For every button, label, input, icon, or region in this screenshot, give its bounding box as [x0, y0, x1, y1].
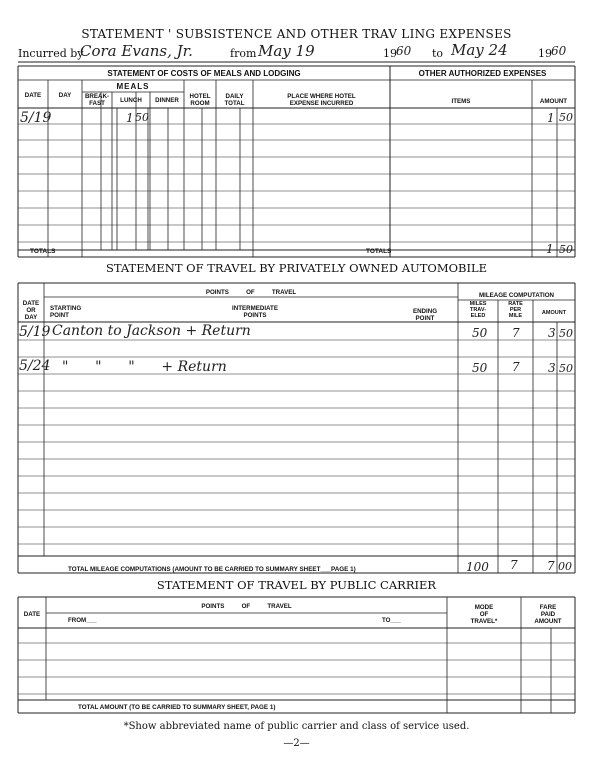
year-hand-1: 60	[396, 44, 412, 58]
incurred-by-label: Incurred by	[18, 47, 84, 60]
auto-row-2-route: " " " + Return	[62, 359, 227, 375]
other-section-title: OTHER AUTHORIZED EXPENSES	[418, 69, 547, 78]
auto-points-label: POINTS OF TRAVEL	[205, 289, 297, 296]
auto-col-starting: STARTING POINT	[50, 305, 82, 319]
meals-label: MEALS	[116, 82, 150, 91]
auto-col-amount: AMOUNT	[541, 310, 567, 316]
meals-row-lunch-dollars: 1	[126, 111, 134, 125]
auto-row-1-date: 5/19	[19, 324, 51, 340]
carrier-section-title: STATEMENT OF TRAVEL BY PUBLIC CARRIER	[156, 578, 437, 592]
carrier-col-mode: MODE OF TRAVEL*	[470, 604, 498, 625]
auto-col-ending: ENDING POINT	[412, 308, 438, 322]
incurred-by-value: Cora Evans, Jr.	[80, 42, 193, 60]
col-items: ITEMS	[451, 98, 471, 105]
auto-total-cents: 00	[558, 560, 572, 573]
carrier-rows	[18, 643, 575, 700]
from-label: from	[230, 47, 257, 60]
auto-row-1-amt-cents: 50	[559, 327, 573, 340]
other-total-dollars: 1	[546, 242, 554, 256]
meals-section-title: STATEMENT OF COSTS OF MEALS AND LODGING	[107, 69, 301, 78]
col-date: DATE	[24, 92, 42, 99]
meals-rows	[18, 124, 575, 250]
auto-col-miles: MILES TRAV- ELED	[469, 301, 487, 319]
auto-row-1-route: Canton to Jackson + Return	[52, 323, 251, 339]
to-value: May 24	[451, 41, 508, 59]
auto-total-rate: 7	[510, 558, 518, 572]
col-lunch: LUNCH	[120, 97, 142, 104]
carrier-to-label: TO___	[382, 617, 401, 624]
auto-row-2-amt-dollars: 3	[548, 361, 556, 375]
other-row-amount-cents: 50	[559, 111, 573, 124]
col-dinner: DINNER	[155, 97, 179, 104]
carrier-from-label: FROM___	[68, 617, 97, 624]
auto-total-miles: 100	[466, 560, 489, 574]
auto-mileage-label: MILEAGE COMPUTATION	[478, 292, 555, 299]
auto-row-2-date: 5/24	[19, 358, 51, 374]
auto-row-2-amt-cents: 50	[559, 362, 573, 375]
form-title: STATEMENT ' SUBSISTENCE AND OTHER TRAV LING EXPENSES	[81, 27, 512, 41]
auto-row-1-amt-dollars: 3	[548, 326, 556, 340]
from-value: May 19	[258, 42, 315, 60]
auto-row-1-miles: 50	[472, 326, 488, 340]
auto-col-intermediate: INTERMEDIATE POINTS	[232, 305, 278, 319]
meals-row-date: 5/19	[20, 110, 52, 126]
year-hand-2: 60	[551, 44, 567, 58]
auto-row-1-rate: 7	[512, 326, 520, 340]
col-place: PLACE WHERE HOTEL EXPENSE INCURRED	[287, 93, 356, 107]
year-printed-2: 19	[538, 47, 552, 60]
other-total-cents: 50	[559, 243, 573, 256]
auto-row-2-miles: 50	[472, 361, 488, 375]
to-label: to	[432, 47, 444, 60]
footnote: *Show abbreviated name of public carrier and class of service used.	[123, 721, 470, 732]
auto-total-label: TOTAL MILEAGE COMPUTATIONS (AMOUNT TO BE CARRIED TO SUMMARY SHEET___PAGE 1)	[68, 566, 356, 573]
meals-row-lunch-cents: 50	[135, 111, 149, 124]
auto-col-rate: RATE PER MILE	[508, 301, 523, 319]
col-daily: DAILY TOTAL	[224, 93, 245, 107]
auto-total-dollars: 7	[547, 559, 555, 573]
carrier-points-label: POINTS OF TRAVEL	[201, 603, 292, 610]
col-amount: AMOUNT	[539, 98, 568, 105]
auto-col-date: DATE OR DAY	[22, 300, 40, 321]
page-number: —2—	[283, 738, 310, 749]
carrier-col-fare: FARE PAID AMOUNT	[534, 604, 562, 625]
col-breakfast: BREAK- FAST	[84, 93, 110, 107]
col-day: DAY	[58, 92, 72, 99]
other-totals-label: TOTALS	[366, 248, 392, 255]
auto-section-title: STATEMENT OF TRAVEL BY PRIVATELY OWNED AUTOMOBILE	[105, 261, 488, 275]
col-hotel: HOTEL ROOM	[189, 93, 211, 107]
carrier-total-label: TOTAL AMOUNT (TO BE CARRIED TO SUMMARY SHEET, PAGE 1)	[78, 704, 276, 711]
other-row-amount-dollars: 1	[547, 111, 555, 125]
year-printed-1: 19	[383, 47, 397, 60]
auto-row-2-rate: 7	[512, 360, 520, 374]
meals-totals-label: TOTALS	[30, 248, 56, 255]
carrier-col-date: DATE	[23, 611, 41, 618]
